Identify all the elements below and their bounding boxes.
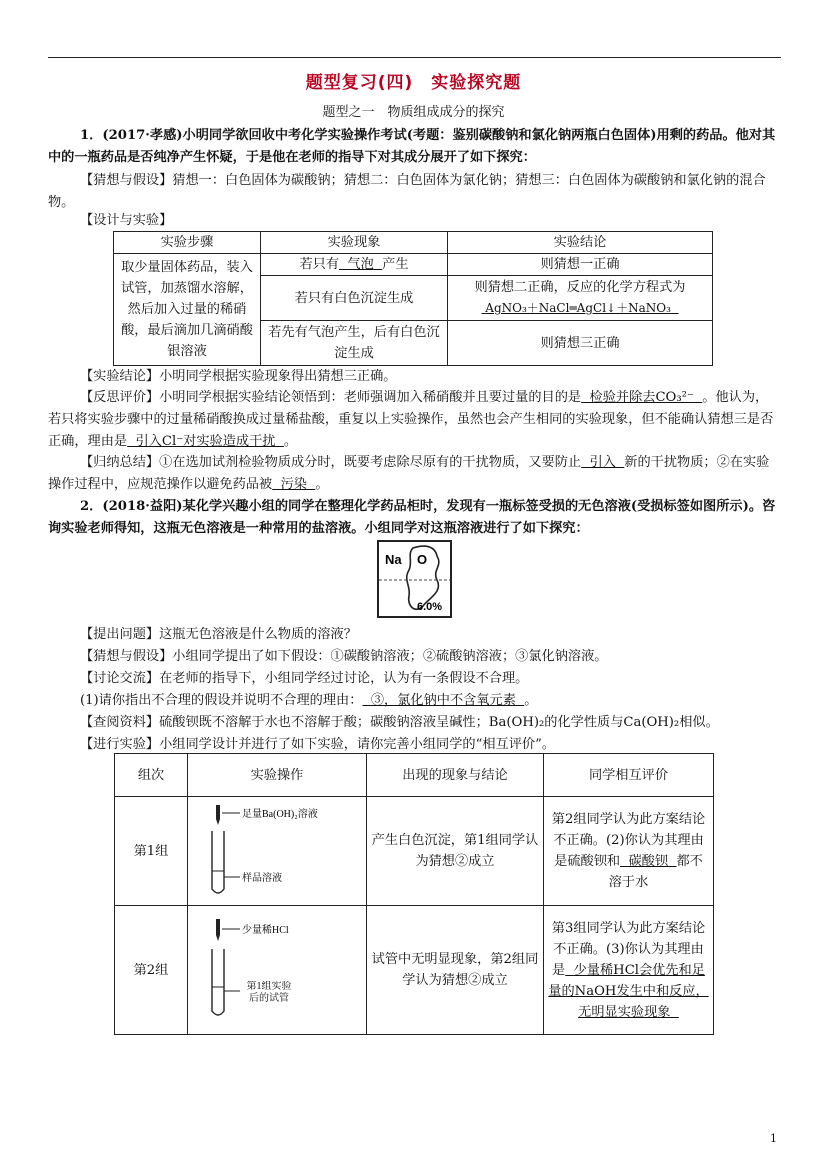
sample-label: 样品溶液 bbox=[242, 873, 282, 884]
q2-intro-text: 2．(2018·益阳)某化学兴趣小组的同学在整理化学药品柜时，发现有一瓶标签受损的无色溶液(受损标签如图所示)。咨询实验老师得知，这瓶无色溶液是一种常用的盐溶液。小组同学对这瓶溶液进行了如下探究： bbox=[48, 499, 776, 536]
summary-text: 【归纳总结】①在选加试剂检验物质成分时，既要考虑除尽原有的干扰物质，又要防止 bbox=[80, 455, 582, 470]
section-subtitle: 题型之一 物质组成成分的探究 bbox=[322, 105, 505, 120]
reflect-text: 【反思评价】小明同学根据实验结论领悟到：老师强调加入稀硝酸并且要过量的目的是 bbox=[80, 390, 582, 405]
reagent-label: 少量稀HCl bbox=[242, 925, 289, 936]
test-tube-icon bbox=[212, 949, 224, 1015]
answer-text: AgNO₃＋NaCl═AgCl↓＋NaNO₃ bbox=[485, 301, 671, 315]
q1-reflect bbox=[48, 387, 781, 453]
dropper-icon bbox=[216, 919, 220, 935]
q1-summary bbox=[48, 452, 781, 496]
subq-text: (1)请你指出不合理的假设并说明不合理的理由： bbox=[80, 693, 363, 708]
table-row bbox=[115, 906, 714, 1035]
conclusion-cell bbox=[448, 276, 713, 321]
answer-text: 少量稀HCl会优先和足量的NaOH发生中和反应，无明显实验现象 bbox=[548, 962, 709, 1020]
damaged-label-image bbox=[377, 540, 452, 618]
q2-guess: 【猜想与假设】小组同学提出了如下假设：①碳酸钠溶液；②硫酸钠溶液；③氯化钠溶液。 bbox=[80, 649, 608, 664]
eval-text: 都不溶于水 bbox=[608, 854, 703, 890]
evaluation-cell bbox=[544, 906, 714, 1035]
q1-intro-text: 1．(2017·孝感)小明同学欲回收中考化学实验操作考试(考题：鉴别碳酸钠和氯化钠两瓶白色固体)用剩的药品。他对其中的一瓶药品是否纯净产生怀疑，于是他在老师的指导下对其成分展开了如下探究： bbox=[48, 128, 776, 165]
phenomenon-cell: 若只有白色沉淀生成 bbox=[261, 276, 448, 321]
table-header-row bbox=[115, 754, 714, 797]
answer-blank bbox=[548, 963, 708, 1020]
column-header: 实验步骤 bbox=[114, 232, 261, 254]
q2-question: 【提出问题】这瓶无色溶液是什么物质的溶液？ bbox=[80, 627, 357, 642]
answer-blank bbox=[581, 390, 702, 405]
column-header: 同学相互评价 bbox=[544, 754, 714, 797]
reflect-text: 。 bbox=[283, 434, 298, 449]
label-percent: 6.0% bbox=[417, 601, 443, 613]
phenomenon-prefix: 若只有 bbox=[299, 257, 340, 272]
q2-subquestion-1 bbox=[80, 690, 800, 712]
column-header: 组次 bbox=[115, 754, 188, 797]
q1-design-label: 【设计与实验】 bbox=[80, 213, 173, 228]
operation-cell bbox=[188, 797, 367, 906]
answer-blank bbox=[581, 455, 624, 470]
header-rule bbox=[48, 57, 781, 58]
column-header: 实验现象 bbox=[261, 232, 448, 254]
step-cell: 取少量固体药品，装入试管，加蒸馏水溶解，然后加入过量的稀硝酸，最后滴加几滴硝酸银溶液 bbox=[114, 254, 261, 366]
column-header: 实验结论 bbox=[448, 232, 713, 254]
answer-blank bbox=[339, 257, 382, 272]
group-cell: 第1组 bbox=[115, 797, 188, 906]
answer-text: 引入Cl⁻对实验造成干扰 bbox=[135, 434, 276, 449]
group-cell: 第2组 bbox=[115, 906, 188, 1035]
subq-text: 。 bbox=[524, 693, 538, 708]
label-o: O bbox=[417, 552, 428, 567]
eval-text: 第3组同学认为此方案结论不正确。(3)你认为其理由是 bbox=[551, 920, 706, 978]
conclusion-cell: 则猜想三正确 bbox=[448, 321, 713, 366]
column-header: 实验操作 bbox=[188, 754, 367, 797]
conclusion-line: 则猜想二正确，反应的化学方程式为 bbox=[474, 280, 686, 295]
answer-text: 碳酸钡 bbox=[628, 854, 669, 869]
eval-text: 第2组同学认为此方案结论不正确。(2)你认为其理由是硫酸钡和 bbox=[551, 812, 706, 869]
answer-blank bbox=[362, 693, 524, 708]
answer-text: 检验并除去CO₃²⁻ bbox=[589, 390, 694, 405]
label-na: Na bbox=[385, 552, 402, 567]
phenomenon-suffix: 产生 bbox=[382, 257, 409, 272]
answer-text: 污染 bbox=[280, 477, 307, 492]
table-row bbox=[114, 254, 713, 276]
q2-discuss: 【讨论交流】在老师的指导下，小组同学经过讨论，认为有一条假设不合理。 bbox=[80, 671, 529, 686]
answer-blank bbox=[127, 434, 284, 449]
table-row bbox=[115, 797, 714, 906]
operation-cell bbox=[188, 906, 367, 1035]
reflect-text: 。他认为，若只将实验步骤中的过量稀硝酸换成过量稀盐酸，重复以上实验操作，虽然也会产生相同的实验现象，但不能确认猜想三是否正确，理由是 bbox=[48, 390, 774, 449]
summary-text: 新的干扰物质；②在实验操作过程中，应规范操作以避免药品被 bbox=[48, 455, 770, 492]
equation-answer bbox=[452, 298, 708, 319]
phenomenon-cell: 若先有气泡产生，后有白色沉淀生成 bbox=[261, 321, 448, 366]
answer-blank bbox=[272, 477, 315, 492]
sample-label: 第1组实验后的试管 bbox=[246, 981, 292, 1004]
q2-lookup: 【查阅资料】硫酸钡既不溶解于水也不溶解于酸；碳酸钠溶液呈碱性；Ba(OH)₂的化学性质与Ca(OH)₂相似。 bbox=[80, 715, 719, 730]
q2-intro bbox=[48, 496, 781, 540]
q1-experiment-table bbox=[113, 231, 713, 366]
conclusion-cell: 则猜想一正确 bbox=[448, 254, 713, 276]
evaluation-cell bbox=[544, 797, 714, 906]
dropper-icon bbox=[216, 805, 220, 819]
table-header-row bbox=[114, 232, 713, 254]
column-header: 出现的现象与结论 bbox=[367, 754, 544, 797]
answer-blank bbox=[620, 854, 676, 869]
q1-intro bbox=[48, 125, 781, 169]
dropper-tip-icon bbox=[216, 819, 220, 825]
page-title: 题型复习(四) 实验探究题 bbox=[305, 73, 522, 93]
page-number: 1 bbox=[770, 1132, 777, 1145]
dropper-tip-icon bbox=[216, 935, 220, 941]
q2-experiment-table bbox=[114, 753, 714, 1035]
answer-text: 引入 bbox=[589, 455, 616, 470]
summary-text: 。 bbox=[315, 477, 329, 492]
answer-text: ③，氯化钠中不含氧元素 bbox=[370, 693, 516, 708]
q2-experiment: 【进行实验】小组同学设计并进行了如下实验，请你完善小组同学的“相互评价”。 bbox=[80, 737, 556, 752]
result-cell: 产生白色沉淀，第1组同学认为猜想②成立 bbox=[367, 797, 544, 906]
q1-guess: 【猜想与假设】猜想一：白色固体为碳酸钠；猜想二：白色固体为氯化钠；猜想三：白色固体为碳酸钠和氯化钠的混合物。 bbox=[48, 173, 766, 210]
reagent-label: 足量Ba(OH)₂溶液 bbox=[242, 809, 318, 820]
phenomenon-cell bbox=[261, 254, 448, 276]
test-tube-icon bbox=[212, 831, 224, 893]
result-cell: 试管中无明显现象，第2组同学认为猜想②成立 bbox=[367, 906, 544, 1035]
answer-text: 气泡 bbox=[347, 257, 374, 272]
sample-label-box bbox=[242, 981, 322, 1011]
q1-conclusion: 【实验结论】小明同学根据实验现象得出猜想三正确。 bbox=[80, 369, 397, 384]
test-tube-diagram bbox=[192, 801, 362, 901]
test-tube-diagram bbox=[192, 915, 362, 1025]
